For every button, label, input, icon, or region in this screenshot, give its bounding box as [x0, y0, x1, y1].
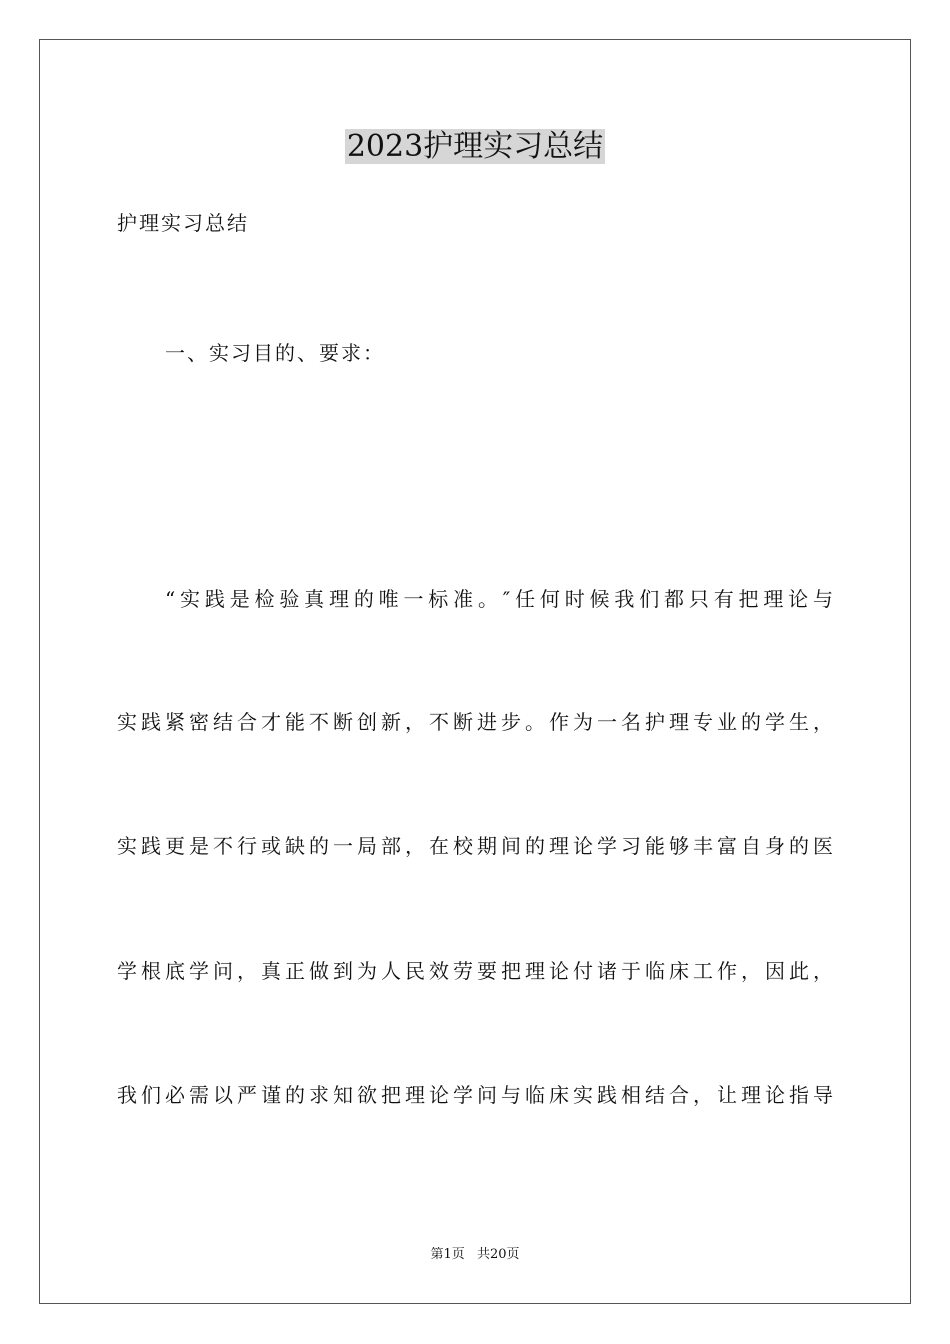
paragraph-line: “实践是检验真理的唯一标准。″任何时候我们都只有把理论与 [165, 587, 833, 611]
page-number: 第1页 [430, 1247, 465, 1262]
document-title-text: 2023护理实习总结 [346, 129, 604, 164]
document-subtitle: 护理实习总结 [117, 211, 249, 235]
paragraph-line: 我们必需以严谨的求知欲把理论学问与临床实践相结合，让理论指导 [117, 1083, 833, 1107]
paragraph-line: 实践更是不行或缺的一局部，在校期间的理论学习能够丰富自身的医 [117, 834, 833, 858]
page-footer [0, 1246, 950, 1264]
paragraph-line: 实践紧密结合才能不断创新，不断进步。作为一名护理专业的学生， [117, 710, 833, 734]
document-title [0, 125, 950, 169]
paragraph-line: 学根底学问，真正做到为人民效劳要把理论付诸于临床工作，因此， [117, 959, 833, 983]
page-total: 共20页 [476, 1247, 520, 1262]
section-heading: 一、实习目的、要求： [165, 341, 385, 365]
